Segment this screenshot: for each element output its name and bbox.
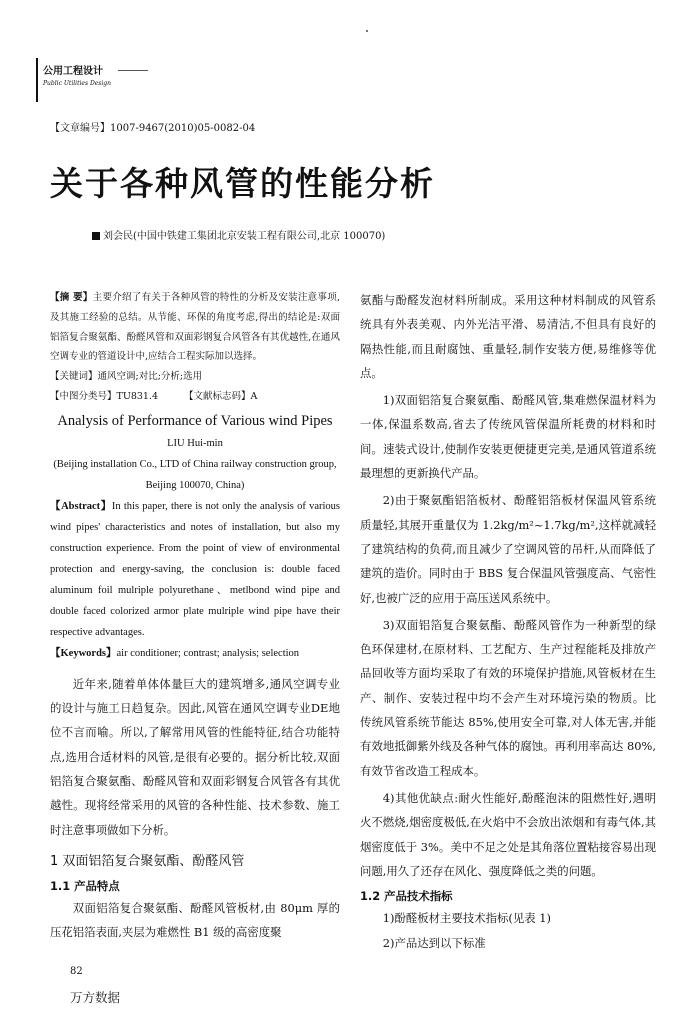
abstract-cn-text: 主要介绍了有关于各种风管的特性的分析及安装注意事项,及其施工经验的总结。从节能、环保的角度考虑,得出的结论是:双面铝箔复合聚氨酯、酚醛风管和双面彩钢复合风管各有其优越性,在通风空调专业的管道设计中,应结合工程实际加以选择。: [50, 292, 340, 363]
author-bullet: [92, 232, 100, 240]
journal-name-en: Public Utilities Design: [43, 80, 112, 87]
right-item-4: 4)其他优缺点:耐火性能好,酚醛泡沫的阻燃性好,遇明火不燃烧,烟密度极低,在火焰中不会放出浓烟和有毒气体,其烟密度低于 3%。美中不足之处是其角落位置粘接容易出现问题,用久了还存在风化、强度降低之类的问题。: [360, 790, 656, 878]
page-title: 关于各种风管的性能分析: [50, 164, 435, 203]
right-continued-paragraph: 氨酯与酚醛发泡材料所制成。采用这种材料制成的风管系统具有外表美观、内外光洁平滑、易清洁,不但具有良好的隔热性能,而且耐腐蚀、重量轻,制作安装方便,易维修等优点。: [360, 293, 656, 380]
right-item-2: 2)由于聚氨酯铝箔板材、酚醛铝箔板材保温风管系统质量轻,其展开重量仅为 1.2kg/m²~1.7kg/m²,这样就减轻了建筑结构的负荷,而且减少了空调风管的吊杆,从而降低了建筑的造价。同时由于 BBS 复合保温风管强度高、气密性好,也被广泛的应用于高压送风系统中。: [360, 493, 656, 605]
abstract-cn-label: 【摘 要】: [50, 292, 93, 303]
section-1-1-text: 双面铝箔复合聚氨酯、酚醛风管板材,由 80μm 厚的压花铝箔表面,夹层为难燃性 B1 级的高密度聚: [50, 900, 340, 940]
clc-number: 【中图分类号】TU831.4: [50, 390, 159, 402]
journal-header: [36, 58, 168, 102]
right-list-2: 2)产品达到以下标准: [382, 936, 486, 951]
author-line: [92, 227, 385, 242]
english-keywords-label: 【Keywords】: [50, 647, 117, 659]
classification-line: [50, 387, 340, 407]
english-keywords-text: air conditioner; contrast; analysis; selection: [116, 647, 300, 659]
section-1-2-heading: 1.2 产品技术指标: [360, 889, 453, 904]
english-keywords: [50, 643, 340, 664]
english-affiliation: (Beijing installation Co., LTD of China railway construction group,: [53, 458, 337, 470]
keywords-cn: 【关键词】通风空调;对比;分析;选用: [50, 371, 203, 383]
english-city: Beijing 100070, China): [145, 479, 245, 491]
right-list-1: 1)酚醛板材主要技术指标(见表 1): [382, 911, 551, 926]
section-1-1-heading: 1.1 产品特点: [50, 878, 120, 893]
header-rule: [118, 70, 148, 71]
english-title: Analysis of Performance of Various wind Pipes: [57, 412, 333, 429]
right-item-3: 3)双面铝箔复合聚氨酯、酚醛风管作为一种新型的绿色环保建材,在原材料、工艺配方、生产过程能耗及排放产品回收等方面均采取了有效的环境保护措施,风管板材在生产、制作、安装过程中均不会产生对环境污染的物质。比传统风管系统节能达 85%,使用安全可靠,对人体无害,并能有效地抵御紫外线及各种气体的腐蚀。再利用率高达 80%,有效节省改造工程成本。: [360, 617, 656, 778]
english-abstract: [50, 496, 340, 643]
english-abstract-label: 【Abstract】: [50, 500, 112, 512]
watermark-text: 万方数据: [70, 990, 121, 1005]
section-1-heading: 1 双面铝箔复合聚氨酯、酚醛风管: [50, 853, 245, 869]
english-author: LIU Hui-min: [167, 437, 223, 449]
right-item-1: 1)双面铝箔复合聚氨酯、酚醛风管,集难燃保温材料为一体,保温系数高,省去了传统风管保温所耗费的材料和时间。速装式设计,使制作安装更便捷更完美,是通风管道系统最理想的更新换代产品。: [360, 393, 656, 481]
scan-dot: [366, 30, 368, 32]
journal-name-cn: 公用工程设计: [43, 66, 103, 77]
abstract-cn: [50, 288, 340, 367]
article-number: 【文章编号】1007-9467(2010)05-0082-04: [50, 123, 256, 134]
intro-paragraph: 近年来,随着单体体量巨大的建筑增多,通风空调专业的设计与施工日趋复杂。因此,风管在通风空调专业DE地位不言而喻。所以,了解常用风管的性能特征,结合功能特点,选用合适材料的风管,是很有必要的。据分析比较,双面铝箔复合聚氨酯、酚醛风管和双面彩钢复合风管各有其优越性。现将经常采用的风管的各种性能、技术参数、施工时注意事项做如下分析。: [50, 676, 340, 837]
document-code: 【文献标志码】A: [184, 390, 258, 402]
right-column: [360, 288, 656, 956]
left-column: [50, 288, 340, 947]
page-number: 82: [70, 966, 83, 977]
english-abstract-text: In this paper, there is not only the analysis of various wind pipes' characteristics and notes of installation, but also my construction experience. From the point of view of environmental protection and energy-saving, the conclusion is: double faced aluminum foil mulriple polyurethane、metlbond wind pipe and double faced colorized armor plate mulriple wind pipe have their respective advantages.: [50, 500, 340, 638]
author-text: 刘会民(中国中铁建工集团北京安装工程有限公司,北京 100070): [103, 231, 386, 242]
